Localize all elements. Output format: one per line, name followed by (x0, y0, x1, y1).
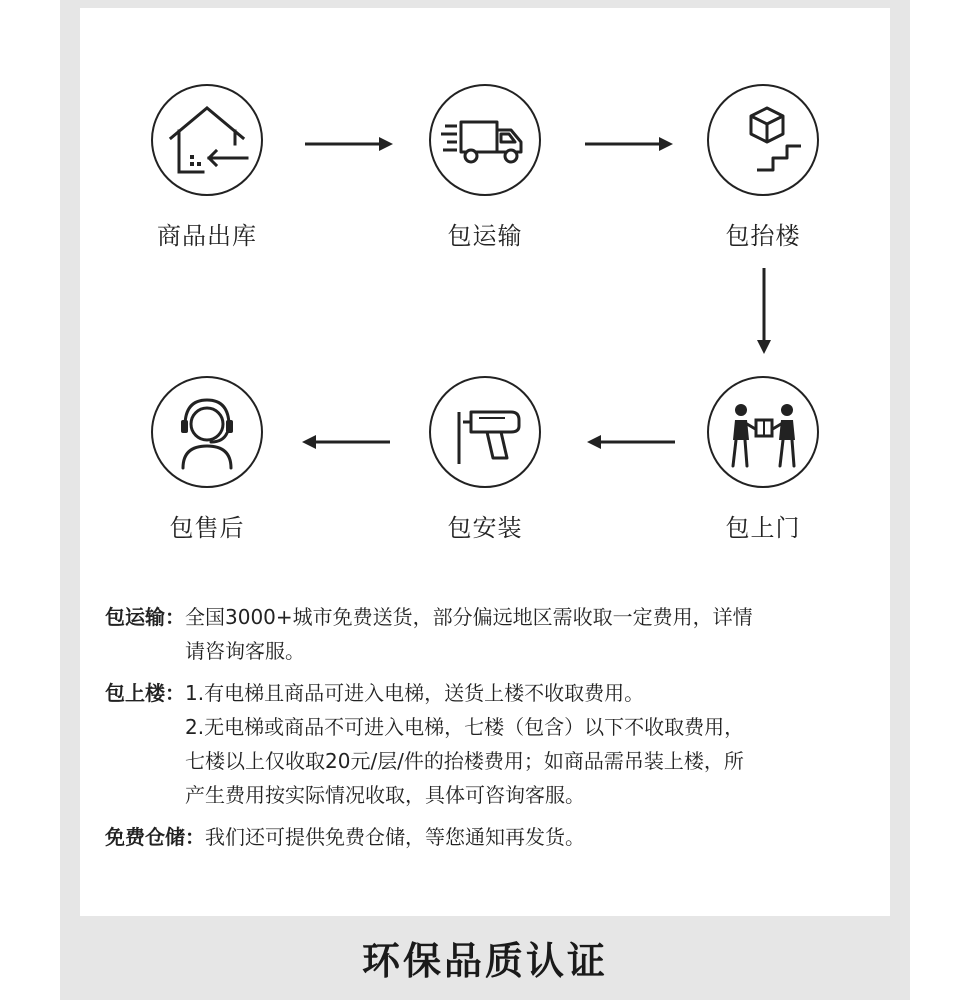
step-label: 包抬楼 (725, 222, 801, 250)
step-after-sales (117, 376, 297, 543)
note-line: 1.有电梯且商品可进入电梯，送货上楼不收取费用。 (185, 681, 645, 705)
delivery-handover-icon (707, 376, 819, 488)
note-body (185, 600, 875, 668)
arrow-right-icon (585, 134, 675, 154)
note-transport (105, 600, 875, 668)
note-line: 2.无电梯或商品不可进入电梯，七楼（包含）以下不收取费用， (185, 715, 745, 739)
step-door-delivery (673, 376, 853, 543)
warehouse-icon (151, 84, 263, 196)
note-key: 包运输： (105, 605, 185, 629)
arrow-down-icon (754, 268, 774, 358)
note-line: 产生费用按实际情况收取，具体可咨询客服。 (185, 783, 585, 807)
arrow-right-icon (305, 134, 395, 154)
note-key: 免费仓储： (105, 825, 205, 849)
note-key: 包上楼： (105, 681, 185, 705)
step-label: 商品出库 (157, 222, 257, 250)
note-line: 请咨询客服。 (185, 639, 305, 663)
note-line: 七楼以上仅收取20元/层/件的抬楼费用；如商品需吊装上楼，所 (185, 749, 744, 773)
note-line: 我们还可提供免费仓储，等您通知再发货。 (205, 825, 585, 849)
service-notes (105, 600, 875, 862)
note-body (185, 676, 875, 812)
step-warehouse-out (117, 84, 297, 251)
note-line: 全国3000+城市免费送货，部分偏远地区需收取一定费用，详情 (185, 605, 753, 629)
step-label: 包运输 (447, 222, 523, 250)
step-label: 包上门 (725, 514, 801, 542)
headset-agent-icon (151, 376, 263, 488)
truck-icon (429, 84, 541, 196)
section-title: 环保品质认证 (361, 939, 608, 983)
step-label: 包安装 (447, 514, 523, 542)
arrow-left-icon (585, 432, 675, 452)
step-installation (395, 376, 575, 543)
step-carry-upstairs (673, 84, 853, 251)
note-body (205, 820, 875, 854)
note-storage (105, 820, 875, 854)
stairs-box-icon (707, 84, 819, 196)
arrow-left-icon (300, 432, 390, 452)
note-upstairs (105, 676, 875, 812)
step-transport (395, 84, 575, 251)
drill-icon (429, 376, 541, 488)
step-label: 包售后 (169, 514, 245, 542)
